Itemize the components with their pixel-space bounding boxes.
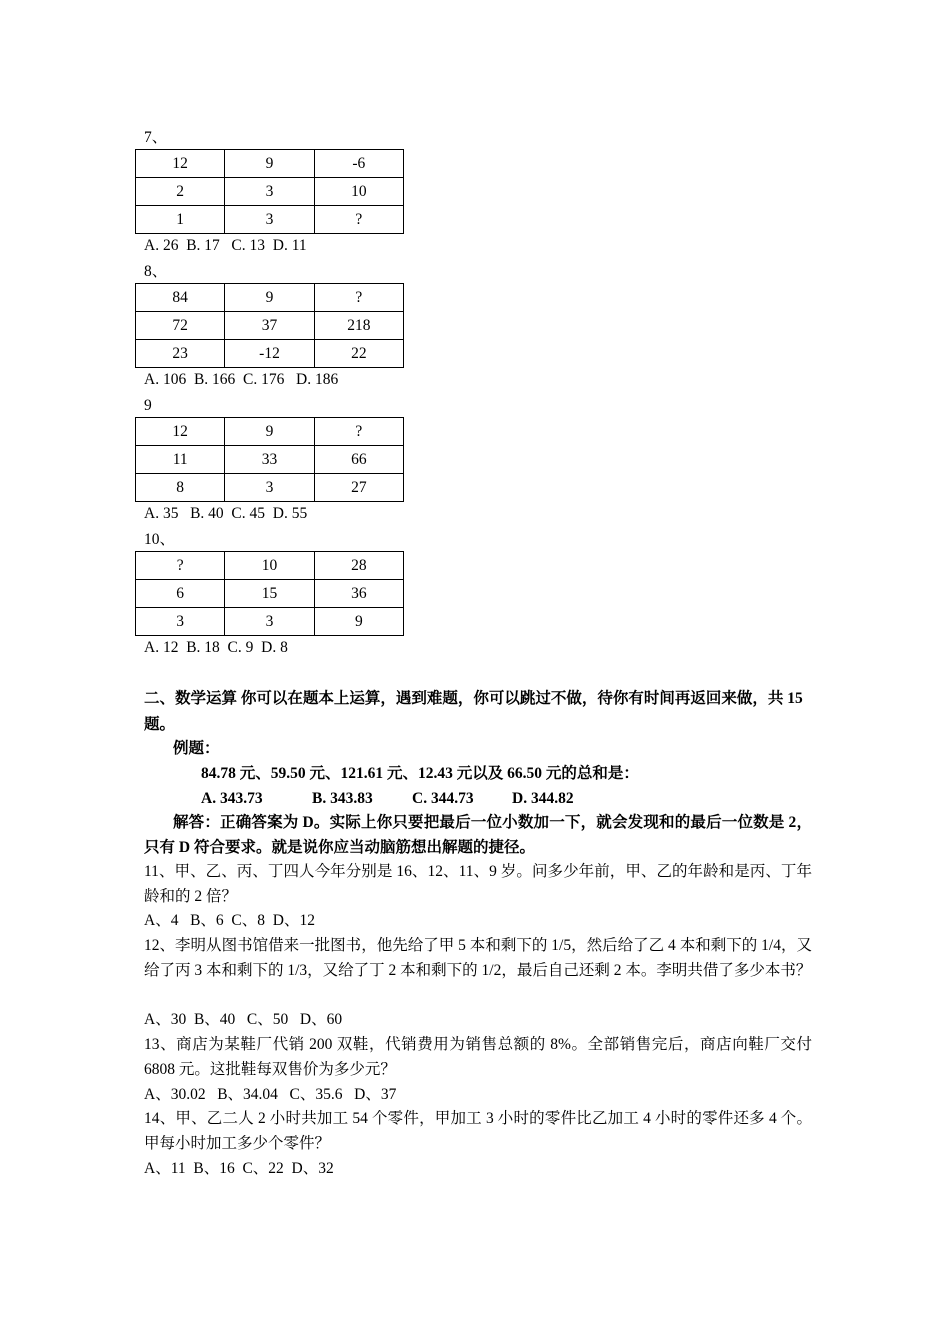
answer-options: A、11 B、16 C、22 D、32 (144, 1160, 334, 1177)
number-grid (135, 283, 404, 368)
question-text: 14、甲、乙二人 2 小时共加工 54 个零件，甲加工 3 小时的零件比乙加工 4 小时的零件还多 4 个。甲每小时加工多少个零件？ (144, 1110, 812, 1152)
answer-options: A. 35 B. 40 C. 45 D. 55 (144, 505, 308, 522)
example-label: 例题： (173, 740, 220, 757)
table-cell: 9 (314, 608, 403, 636)
example-answer: 解答：正确答案为 D。实际上你只要把最后一位小数加一下，就会发现和的最后一位数是 2，只有 D 符合要求。就是说你应当动脑筋想出解题的捷径。 (144, 814, 812, 856)
number-grid (135, 149, 404, 234)
example-option-b: B. 343.83 (312, 790, 373, 807)
section-heading: 二、数学运算 你可以在题本上运算，遇到难题，你可以跳过不做，待你有时间再返回来做，共 15 题。 (144, 690, 803, 733)
table-cell: ? (314, 418, 403, 446)
example-option-a: A. 343.73 (201, 790, 263, 807)
table-cell: 15 (225, 580, 314, 608)
table-cell: 9 (225, 418, 314, 446)
table-cell: 22 (314, 340, 403, 368)
table-cell: ? (314, 206, 403, 234)
table-cell: 12 (136, 150, 225, 178)
table-cell: 3 (225, 608, 314, 636)
table-cell: ? (314, 284, 403, 312)
problem-label: 10、 (144, 531, 176, 548)
table-cell: 1 (136, 206, 225, 234)
table-cell: 72 (136, 312, 225, 340)
table-cell: 11 (136, 446, 225, 474)
table-cell: 12 (136, 418, 225, 446)
table-cell: 10 (225, 552, 314, 580)
question-text: 12、李明从图书馆借来一批图书，他先给了甲 5 本和剩下的 1/5，然后给了乙 4 本和剩下的 1/4，又给了丙 3 本和剩下的 1/3，又给了丁 2 本和剩下的 1/2，最后自己还剩 2 本。李明共借了多少本书？ (144, 937, 812, 979)
table-cell: 28 (314, 552, 403, 580)
table-cell: 3 (225, 206, 314, 234)
example-question: 84.78 元、59.50 元、121.61 元、12.43 元以及 66.50 元的总和是： (201, 765, 639, 782)
table-cell: 27 (314, 474, 403, 502)
table-row (136, 446, 404, 474)
table-cell: 37 (225, 312, 314, 340)
table-cell: 3 (225, 474, 314, 502)
table-row (136, 418, 404, 446)
table-row (136, 474, 404, 502)
problem-label: 7、 (144, 129, 168, 146)
problem-label: 9 (144, 397, 152, 414)
table-cell: 3 (136, 608, 225, 636)
question-text: 11、甲、乙、丙、丁四人今年分别是 16、12、11、9 岁。问多少年前，甲、乙的年龄和是丙、丁年龄和的 2 倍？ (144, 863, 812, 905)
table-row (136, 312, 404, 340)
number-grid (135, 417, 404, 502)
table-cell: 2 (136, 178, 225, 206)
table-row (136, 340, 404, 368)
table-cell: 218 (314, 312, 403, 340)
problem-label: 8、 (144, 263, 168, 280)
example-option-c: C. 344.73 (412, 790, 474, 807)
table-cell: 23 (136, 340, 225, 368)
answer-options: A、4 B、6 C、8 D、12 (144, 912, 315, 929)
table-cell: 10 (314, 178, 403, 206)
table-row (136, 206, 404, 234)
answer-options: A. 12 B. 18 C. 9 D. 8 (144, 639, 288, 656)
number-grid (135, 551, 404, 636)
table-cell: 33 (225, 446, 314, 474)
answer-options: A、30.02 B、34.04 C、35.6 D、37 (144, 1086, 397, 1103)
table-row (136, 580, 404, 608)
answer-options: A. 106 B. 166 C. 176 D. 186 (144, 371, 339, 388)
table-row (136, 178, 404, 206)
table-row (136, 552, 404, 580)
table-row (136, 284, 404, 312)
table-cell: 8 (136, 474, 225, 502)
table-cell: 84 (136, 284, 225, 312)
table-cell: 66 (314, 446, 403, 474)
table-row (136, 150, 404, 178)
table-cell: -6 (314, 150, 403, 178)
table-cell: 9 (225, 150, 314, 178)
question-text: 13、商店为某鞋厂代销 200 双鞋，代销费用为销售总额的 8%。全部销售完后，商店向鞋厂交付 6808 元。这批鞋每双售价为多少元？ (144, 1036, 812, 1078)
table-row (136, 608, 404, 636)
table-cell: 9 (225, 284, 314, 312)
table-cell: 6 (136, 580, 225, 608)
answer-options: A. 26 B. 17 C. 13 D. 11 (144, 237, 307, 254)
table-cell: ? (136, 552, 225, 580)
answer-options: A、30 B、40 C、50 D、60 (144, 1011, 343, 1028)
table-cell: 36 (314, 580, 403, 608)
table-cell: -12 (225, 340, 314, 368)
example-option-d: D. 344.82 (512, 790, 574, 807)
table-cell: 3 (225, 178, 314, 206)
